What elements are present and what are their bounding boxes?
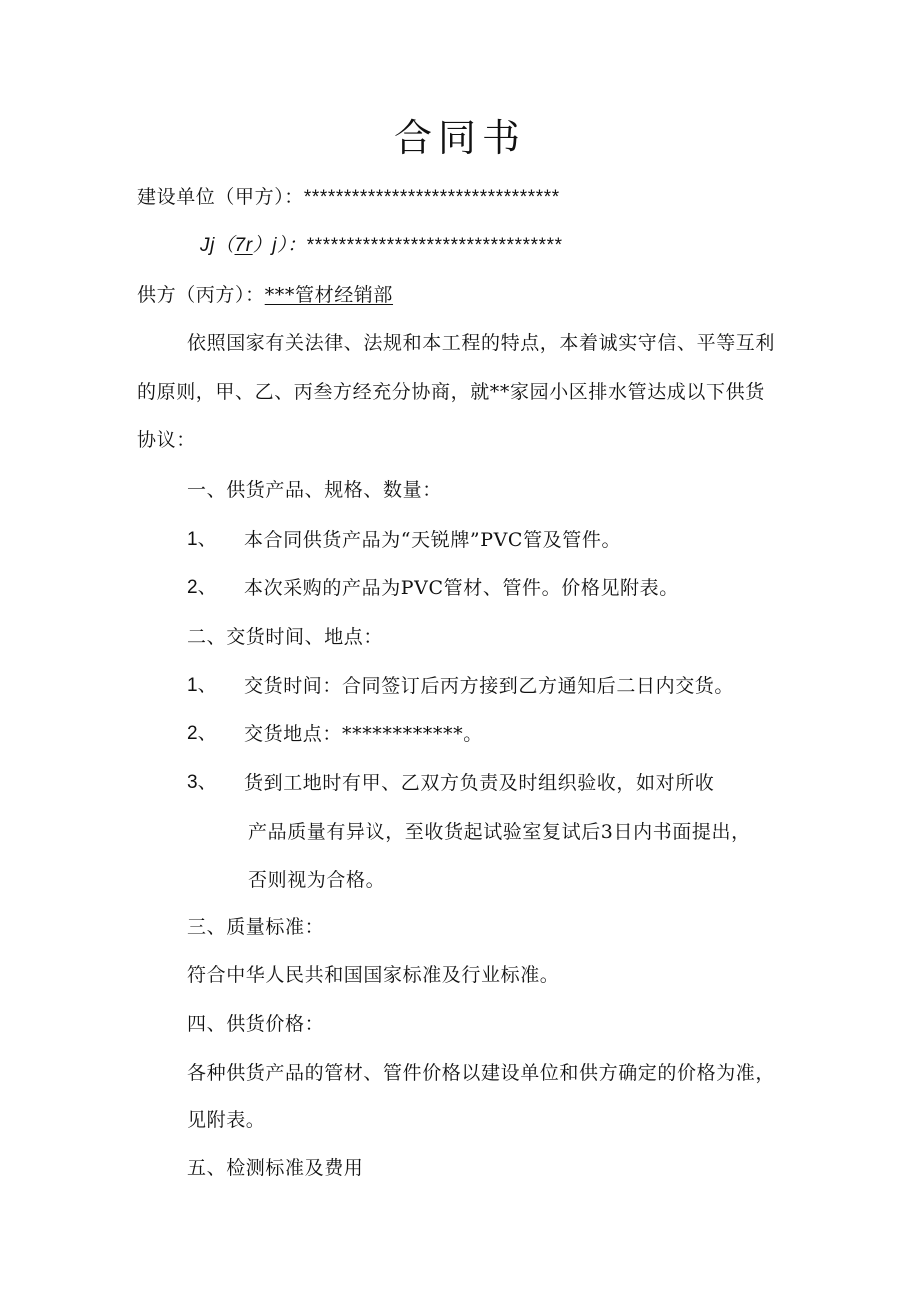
section-1-item-1-num: 1、 — [187, 529, 217, 550]
party-c-label: 供方（丙方）： — [137, 284, 265, 306]
section-5-heading: 五、检测标准及费用 — [187, 1157, 364, 1179]
section-4-body-line-1: 各种供货产品的管材、管件价格以建设单位和供方确定的价格为准， — [187, 1062, 776, 1084]
section-2-item-3-continuation-1: 产品质量有异议，至收货起试验室复试后3日内书面提出， — [248, 821, 751, 843]
section-2-item-2-num: 2、 — [187, 723, 217, 744]
party-c-value: ***管材经销部 — [264, 284, 394, 306]
section-1-item-2-text: 本次采购的产品为PVC管材、管件。价格见附表。 — [244, 577, 679, 599]
party-b-label-mid: 7r — [234, 235, 253, 256]
party-a-value: ******************************** — [303, 187, 560, 208]
party-c-line — [137, 283, 393, 307]
intro-line-2: 的原则，甲、乙、丙叁方经充分协商，就**家园小区排水管达成以下供货 — [137, 381, 765, 403]
section-2-item-3-continuation-2: 否则视为合格。 — [248, 869, 386, 891]
party-b-value: ******************************** — [306, 235, 563, 256]
section-3-heading: 三、质量标准： — [187, 916, 325, 938]
section-2-heading: 二、交货时间、地点： — [187, 626, 384, 648]
section-2-item-3-num: 3、 — [187, 772, 217, 793]
section-3-body: 符合中华人民共和国国家标准及行业标准。 — [187, 964, 560, 986]
intro-line-1: 依照国家有关法律、法规和本工程的特点，本着诚实守信、平等互利 — [187, 332, 776, 354]
party-b-label-suffix: ）j）： — [252, 235, 307, 256]
party-b-label-prefix: Jj（ — [200, 235, 235, 256]
party-a-line — [137, 185, 560, 210]
section-2-item-2-text: 交货地点：************。 — [244, 723, 483, 745]
section-2-item-1-text: 交货时间：合同签订后丙方接到乙方通知后二日内交货。 — [244, 675, 735, 697]
section-2-item-3-text: 货到工地时有甲、乙双方负责及时组织验收，如对所收 — [244, 772, 715, 794]
section-2-item-1-num: 1、 — [187, 675, 217, 696]
party-a-label: 建设单位（甲方）： — [137, 186, 304, 208]
section-1-heading: 一、供货产品、规格、数量： — [187, 479, 442, 501]
section-4-body-line-2: 见附表。 — [187, 1109, 266, 1131]
document-title: 合同书 — [393, 116, 526, 160]
party-b-line — [200, 233, 563, 258]
section-1-item-1-text: 本合同供货产品为“天锐牌”PVC管及管件。 — [244, 529, 622, 551]
section-1-item-2-num: 2、 — [187, 577, 217, 598]
intro-line-3: 协议： — [137, 429, 196, 451]
section-4-heading: 四、供货价格： — [187, 1013, 325, 1035]
